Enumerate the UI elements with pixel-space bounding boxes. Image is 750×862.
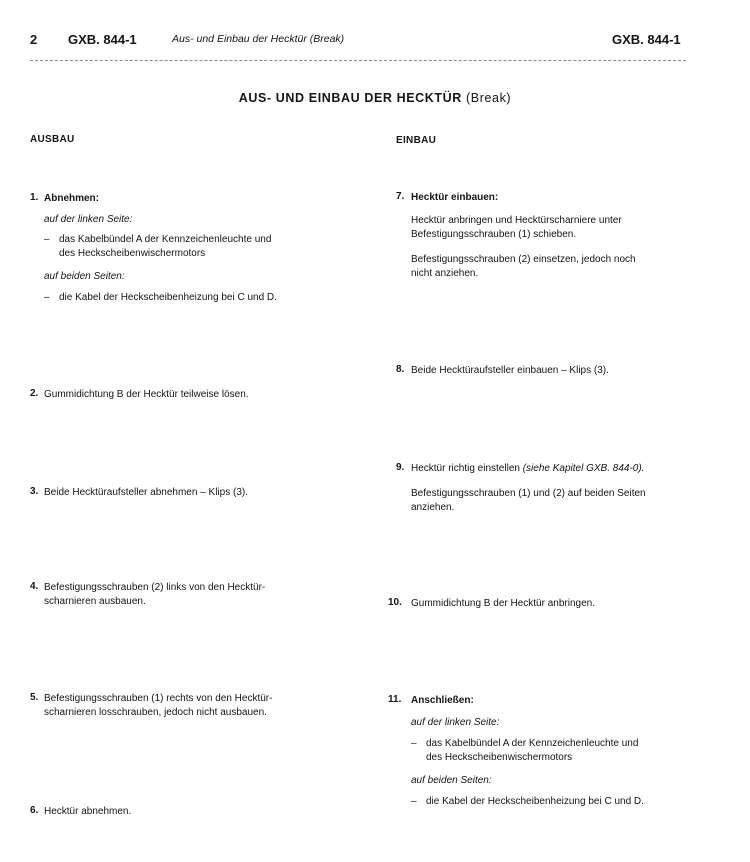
step-4-number: 4. (30, 581, 39, 592)
step-1-dash-2: – (44, 292, 50, 303)
document-code-left: GXB. 844-1 (68, 32, 137, 47)
step-1-label: Abnehmen: (44, 193, 99, 204)
ausbau-heading: AUSBAU (30, 134, 75, 145)
step-11-item-cable-harness (426, 737, 686, 765)
step-7-paragraph-2 (411, 253, 686, 281)
step-9-text (411, 462, 644, 476)
step-10-number: 10. (388, 597, 402, 608)
step-3-number: 3. (30, 486, 39, 497)
einbau-heading: EINBAU (396, 135, 437, 146)
step-9-p-line-2: anziehen. (411, 502, 455, 513)
step-7-label: Hecktür einbauen: (411, 192, 499, 203)
step-1-number: 1. (30, 192, 39, 203)
step-7-p1-line-1: Hecktür anbringen und Hecktürscharniere unter (411, 215, 622, 226)
step-7-p1-line-2: Befestigungsschrauben (1) schieben. (411, 229, 577, 240)
step-3-text: Beide Hecktüraufsteller abnehmen – Klips (3). (44, 487, 248, 498)
step-11-item-1-line-1: das Kabelbündel A der Kennzeichenleuchte und (426, 738, 639, 749)
step-1-item-heater-cables: die Kabel der Heckscheibenheizung bei C und D. (59, 292, 277, 303)
step-9-p-line-1: Befestigungsschrauben (1) und (2) auf beiden Seiten (411, 488, 646, 499)
step-7-paragraph-1 (411, 214, 686, 242)
step-8-number: 8. (396, 364, 405, 375)
page-title-main: AUS- UND EINBAU DER HECKTÜR (238, 91, 462, 105)
step-9-paragraph (411, 487, 686, 515)
step-2-text: Gummidichtung B der Hecktür teilweise lösen. (44, 389, 249, 400)
step-7-p2-line-1: Befestigungsschrauben (2) einsetzen, jedoch noch (411, 254, 636, 265)
step-5-line-1: Befestigungsschrauben (1) rechts von den Hecktür- (44, 693, 273, 704)
step-7-number: 7. (396, 191, 405, 202)
step-7-p2-line-2: nicht anziehen. (411, 268, 479, 279)
step-1-dash-1: – (44, 234, 50, 245)
step-6-text: Hecktür abnehmen. (44, 806, 132, 817)
page-title-sub: (Break) (466, 91, 512, 105)
step-11-sub-both-sides: auf beiden Seiten: (411, 775, 492, 786)
step-11-number: 11. (388, 694, 402, 705)
document-code-right: GXB. 844-1 (612, 32, 681, 47)
step-4-line-1: Befestigungsschrauben (2) links von den Hecktür- (44, 582, 266, 593)
step-10-text: Gummidichtung B der Hecktür anbringen. (411, 598, 595, 609)
step-4-line-2: scharnieren ausbauen. (44, 596, 146, 607)
step-9-number: 9. (396, 462, 405, 473)
page-title (0, 91, 750, 105)
step-11-item-1-line-2: des Heckscheibenwischermotors (426, 752, 573, 763)
step-5-text (44, 692, 318, 720)
step-11-dash-2: – (411, 796, 417, 807)
running-title: Aus- und Einbau der Hecktür (Break) (172, 33, 345, 45)
step-1-item-1-line-2: des Heckscheibenwischermotors (59, 248, 206, 259)
step-9-chapter-reference: (siehe Kapitel GXB. 844-0). (522, 463, 645, 474)
step-1-sub-both-sides: auf beiden Seiten: (44, 271, 125, 282)
step-5-number: 5. (30, 692, 39, 703)
step-2-number: 2. (30, 388, 39, 399)
step-1-sub-left-side: auf der linken Seite: (44, 214, 133, 225)
step-4-text (44, 581, 318, 609)
step-9-text-main: Hecktür richtig einstellen (411, 463, 520, 474)
step-11-item-heater-cables: die Kabel der Heckscheibenheizung bei C und D. (426, 796, 644, 807)
step-11-dash-1: – (411, 738, 417, 749)
step-11-sub-left-side: auf der linken Seite: (411, 717, 500, 728)
step-1-item-cable-harness (59, 233, 318, 261)
step-8-text: Beide Hecktüraufsteller einbauen – Klips (3). (411, 365, 609, 376)
header-rule (30, 60, 686, 61)
step-6-number: 6. (30, 805, 39, 816)
step-1-item-1-line-1: das Kabelbündel A der Kennzeichenleuchte und (59, 234, 272, 245)
page-number: 2 (30, 32, 38, 47)
step-11-label: Anschließen: (411, 695, 474, 706)
step-5-line-2: scharnieren losschrauben, jedoch nicht ausbauen. (44, 707, 267, 718)
